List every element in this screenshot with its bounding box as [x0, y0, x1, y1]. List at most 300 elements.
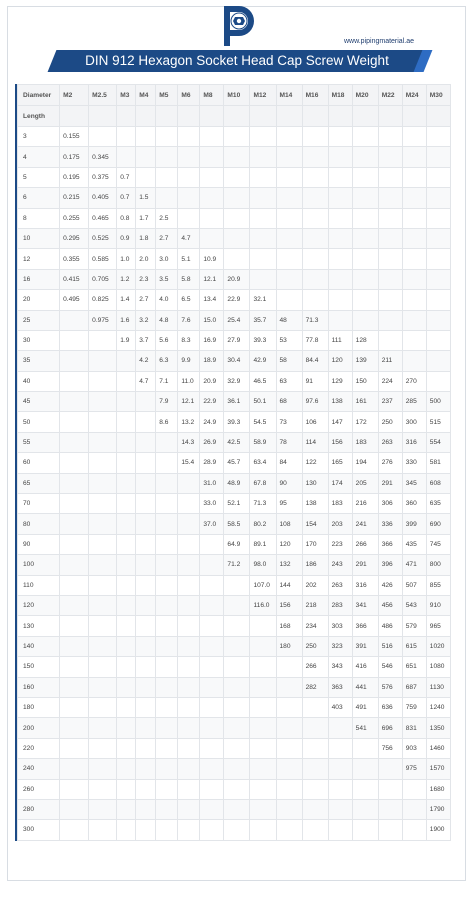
table-row [18, 208, 451, 228]
weight-cell: 4.7 [178, 228, 200, 248]
weight-cell [200, 228, 224, 248]
weight-cell: 13.2 [178, 412, 200, 432]
weight-cell: 491 [352, 697, 378, 717]
weight-cell [89, 534, 117, 554]
weight-cell [276, 718, 302, 738]
header-spacer-cell [276, 106, 302, 127]
weight-cell [117, 697, 136, 717]
weight-cell: 4.0 [156, 290, 178, 310]
weight-cell [276, 228, 302, 248]
weight-cell: 0.175 [60, 147, 89, 167]
weight-cell [89, 595, 117, 615]
weight-cell: 1900 [426, 820, 450, 840]
table-row [18, 636, 451, 656]
weight-cell [302, 290, 328, 310]
weight-cell: 48.9 [224, 473, 250, 493]
weight-cell: 0.495 [60, 290, 89, 310]
weight-cell: 7.6 [178, 310, 200, 330]
table-row [18, 371, 451, 391]
weight-cell: 14.3 [178, 432, 200, 452]
weight-cell [328, 167, 352, 187]
weight-cell [89, 677, 117, 697]
weight-cell [89, 575, 117, 595]
length-cell: 150 [18, 657, 60, 677]
weight-cell [200, 759, 224, 779]
weight-cell: 3.7 [136, 330, 156, 350]
weight-cell: 0.345 [89, 147, 117, 167]
weight-cell [136, 453, 156, 473]
weight-cell: 6.5 [178, 290, 200, 310]
weight-cell [136, 392, 156, 412]
weight-cell [178, 147, 200, 167]
weight-cell: 120 [276, 534, 302, 554]
weight-cell [402, 167, 426, 187]
weight-cell: 150 [352, 371, 378, 391]
weight-cell [402, 779, 426, 799]
weight-cell [117, 514, 136, 534]
weight-cell: 5.6 [156, 330, 178, 350]
weight-cell [60, 697, 89, 717]
table-row [18, 167, 451, 187]
weight-cell: 0.8 [117, 208, 136, 228]
weight-cell [250, 657, 276, 677]
weight-cell: 84.4 [302, 351, 328, 371]
weight-cell: 183 [352, 432, 378, 452]
weight-cell [250, 228, 276, 248]
column-header: M12 [250, 85, 276, 106]
table-row [18, 269, 451, 289]
weight-cell: 139 [352, 351, 378, 371]
length-cell: 100 [18, 555, 60, 575]
weight-cell [117, 127, 136, 147]
weight-cell: 690 [426, 514, 450, 534]
weight-cell [178, 738, 200, 758]
weight-cell: 224 [378, 371, 402, 391]
weight-cell [200, 147, 224, 167]
pipingmaterial-logo-icon [221, 4, 255, 48]
weight-cell [60, 392, 89, 412]
weight-cell [117, 147, 136, 167]
weight-cell [426, 228, 450, 248]
weight-cell: 435 [402, 534, 426, 554]
weight-cell: 129 [328, 371, 352, 391]
weight-cell: 1.0 [117, 249, 136, 269]
weight-cell [302, 188, 328, 208]
weight-cell [426, 147, 450, 167]
table-row [18, 657, 451, 677]
weight-cell: 172 [352, 412, 378, 432]
weight-cell [136, 779, 156, 799]
weight-cell [89, 555, 117, 575]
weight-cell [89, 738, 117, 758]
weight-cell [60, 412, 89, 432]
length-cell: 200 [18, 718, 60, 738]
weight-cell [352, 167, 378, 187]
weight-cell [250, 616, 276, 636]
weight-cell: 174 [328, 473, 352, 493]
weight-cell: 30.4 [224, 351, 250, 371]
weight-cell [136, 718, 156, 738]
weight-cell [378, 290, 402, 310]
column-header: M22 [378, 85, 402, 106]
weight-cell [328, 799, 352, 819]
weight-cell [426, 290, 450, 310]
length-cell: 3 [18, 127, 60, 147]
weight-cell: 58.5 [224, 514, 250, 534]
weight-cell [117, 657, 136, 677]
weight-cell: 194 [352, 453, 378, 473]
weight-cell: 291 [378, 473, 402, 493]
table-row [18, 820, 451, 840]
table-row [18, 677, 451, 697]
weight-cell: 32.1 [250, 290, 276, 310]
weight-cell [426, 351, 450, 371]
weight-cell [378, 188, 402, 208]
weight-cell [200, 208, 224, 228]
weight-cell: 0.195 [60, 167, 89, 187]
weight-cell: 122 [302, 453, 328, 473]
weight-cell: 975 [402, 759, 426, 779]
table-row [18, 534, 451, 554]
weight-cell [117, 392, 136, 412]
column-header: M8 [200, 85, 224, 106]
weight-cell [89, 371, 117, 391]
weight-cell [136, 697, 156, 717]
weight-cell: 203 [328, 514, 352, 534]
length-cell: 10 [18, 228, 60, 248]
weight-cell [156, 799, 178, 819]
weight-cell [378, 147, 402, 167]
header-spacer-cell [60, 106, 89, 127]
weight-cell [328, 188, 352, 208]
weight-cell: 13.4 [200, 290, 224, 310]
weight-cell: 165 [328, 453, 352, 473]
weight-cell: 22.9 [200, 392, 224, 412]
weight-cell [200, 167, 224, 187]
weight-cell [136, 412, 156, 432]
weight-cell: 63 [276, 371, 302, 391]
header-spacer-cell [328, 106, 352, 127]
weight-cell: 756 [378, 738, 402, 758]
weight-cell: 4.2 [136, 351, 156, 371]
weight-cell: 42.9 [250, 351, 276, 371]
weight-cell [117, 616, 136, 636]
weight-cell: 24.9 [200, 412, 224, 432]
weight-cell [250, 738, 276, 758]
column-header: M2.5 [89, 85, 117, 106]
weight-cell [352, 738, 378, 758]
weight-cell [276, 657, 302, 677]
length-cell: 260 [18, 779, 60, 799]
weight-cell: 507 [402, 575, 426, 595]
weight-cell [156, 595, 178, 615]
column-header: M18 [328, 85, 352, 106]
weight-cell: 0.375 [89, 167, 117, 187]
weight-cell [117, 534, 136, 554]
weight-cell [60, 759, 89, 779]
weight-cell [60, 432, 89, 452]
weight-cell [328, 290, 352, 310]
weight-cell [156, 147, 178, 167]
column-header: M10 [224, 85, 250, 106]
weight-cell: 168 [276, 616, 302, 636]
weight-cell: 50.1 [250, 392, 276, 412]
weight-cell [136, 473, 156, 493]
weight-cell [328, 147, 352, 167]
weight-cell [200, 555, 224, 575]
weight-cell [378, 799, 402, 819]
weight-cell: 416 [352, 657, 378, 677]
weight-cell [302, 820, 328, 840]
table-row [18, 514, 451, 534]
weight-cell: 1.4 [117, 290, 136, 310]
weight-cell [352, 249, 378, 269]
weight-cell [156, 820, 178, 840]
weight-cell [352, 228, 378, 248]
weight-cell [200, 779, 224, 799]
weight-cell: 2.0 [136, 249, 156, 269]
weight-cell [200, 718, 224, 738]
header-spacer-cell [352, 106, 378, 127]
weight-cell: 20.9 [224, 269, 250, 289]
weight-cell: 26.9 [200, 432, 224, 452]
weight-cell: 107.0 [250, 575, 276, 595]
weight-cell: 1020 [426, 636, 450, 656]
weight-cell [60, 310, 89, 330]
weight-cell [89, 657, 117, 677]
table-row [18, 759, 451, 779]
diameter-label: Diameter [18, 85, 60, 106]
weight-cell: 0.155 [60, 127, 89, 147]
weight-cell [402, 269, 426, 289]
weight-cell: 0.585 [89, 249, 117, 269]
weight-cell: 12.1 [200, 269, 224, 289]
weight-cell [178, 616, 200, 636]
weight-cell [276, 697, 302, 717]
weight-cell [328, 718, 352, 738]
weight-cell [60, 330, 89, 350]
weight-cell [224, 759, 250, 779]
page-title: DIN 912 Hexagon Socket Head Cap Screw Weight [85, 53, 389, 68]
weight-cell: 218 [302, 595, 328, 615]
weight-cell: 130 [302, 473, 328, 493]
weight-cell [276, 779, 302, 799]
weight-cell: 161 [352, 392, 378, 412]
weight-cell: 138 [302, 494, 328, 514]
weight-cell: 1.9 [117, 330, 136, 350]
weight-cell: 636 [378, 697, 402, 717]
weight-cell [302, 228, 328, 248]
column-header: M16 [302, 85, 328, 106]
weight-cell [156, 575, 178, 595]
length-cell: 40 [18, 371, 60, 391]
weight-cell [136, 759, 156, 779]
weight-cell [402, 290, 426, 310]
length-cell: 12 [18, 249, 60, 269]
weight-cell: 0.415 [60, 269, 89, 289]
weight-cell [136, 514, 156, 534]
weight-cell: 84 [276, 453, 302, 473]
weight-cell [156, 616, 178, 636]
weight-cell [276, 759, 302, 779]
weight-cell: 500 [426, 392, 450, 412]
length-cell: 65 [18, 473, 60, 493]
weight-cell [352, 820, 378, 840]
table-row [18, 595, 451, 615]
weight-cell: 360 [402, 494, 426, 514]
weight-cell: 0.9 [117, 228, 136, 248]
weight-cell: 3.2 [136, 310, 156, 330]
weight-cell [328, 127, 352, 147]
weight-cell: 108 [276, 514, 302, 534]
weight-cell: 53 [276, 330, 302, 350]
weight-cell: 5.8 [178, 269, 200, 289]
weight-cell [224, 779, 250, 799]
length-cell: 180 [18, 697, 60, 717]
weight-cell: 63.4 [250, 453, 276, 473]
weight-cell: 98.0 [250, 555, 276, 575]
weight-cell [117, 371, 136, 391]
weight-cell [352, 759, 378, 779]
length-cell: 25 [18, 310, 60, 330]
weight-cell: 80.2 [250, 514, 276, 534]
weight-cell [352, 310, 378, 330]
weight-cell [224, 718, 250, 738]
weight-cell [402, 351, 426, 371]
weight-cell [178, 779, 200, 799]
weight-cell: 144 [276, 575, 302, 595]
weight-cell [156, 167, 178, 187]
weight-cell: 89.1 [250, 534, 276, 554]
weight-cell [156, 759, 178, 779]
weight-cell: 276 [378, 453, 402, 473]
weight-cell [276, 677, 302, 697]
weight-cell [200, 188, 224, 208]
weight-cell [200, 677, 224, 697]
weight-cell: 1.6 [117, 310, 136, 330]
weight-cell [378, 759, 402, 779]
weight-cell: 910 [426, 595, 450, 615]
weight-cell: 456 [378, 595, 402, 615]
weight-cell [60, 534, 89, 554]
table-row [18, 473, 451, 493]
table-row [18, 718, 451, 738]
weight-cell [328, 759, 352, 779]
weight-cell: 10.9 [200, 249, 224, 269]
weight-cell [117, 494, 136, 514]
weight-cell [89, 636, 117, 656]
weight-cell: 0.215 [60, 188, 89, 208]
weight-cell [89, 759, 117, 779]
weight-cell [156, 555, 178, 575]
weight-cell [156, 494, 178, 514]
weight-cell: 651 [402, 657, 426, 677]
weight-cell: 0.705 [89, 269, 117, 289]
weight-cell [276, 188, 302, 208]
weight-cell: 106 [302, 412, 328, 432]
weight-cell: 282 [302, 677, 328, 697]
weight-cell: 0.525 [89, 228, 117, 248]
weight-cell [276, 249, 302, 269]
weight-cell [328, 820, 352, 840]
weight-cell: 25.4 [224, 310, 250, 330]
weight-cell [276, 290, 302, 310]
weight-cell: 0.255 [60, 208, 89, 228]
weight-cell: 696 [378, 718, 402, 738]
weight-cell [328, 738, 352, 758]
weight-cell: 300 [402, 412, 426, 432]
weight-cell [136, 494, 156, 514]
weight-cell [378, 208, 402, 228]
header-spacer-cell [426, 106, 450, 127]
weight-cell [352, 799, 378, 819]
weight-cell [224, 595, 250, 615]
weight-cell: 366 [378, 534, 402, 554]
weight-cell [89, 494, 117, 514]
weight-cell [178, 494, 200, 514]
weight-cell [178, 820, 200, 840]
table-row [18, 432, 451, 452]
weight-cell: 1790 [426, 799, 450, 819]
weight-cell [89, 616, 117, 636]
length-cell: 300 [18, 820, 60, 840]
weight-cell [178, 514, 200, 534]
weight-cell [250, 799, 276, 819]
weight-cell [117, 636, 136, 656]
header-spacer-cell [250, 106, 276, 127]
website-url[interactable]: www.pipingmaterial.ae [343, 38, 414, 45]
table-row [18, 697, 451, 717]
weight-cell [178, 759, 200, 779]
weight-cell [378, 269, 402, 289]
length-cell: 45 [18, 392, 60, 412]
weight-cell [426, 127, 450, 147]
weight-cell [178, 208, 200, 228]
weight-cell [178, 473, 200, 493]
length-cell: 70 [18, 494, 60, 514]
weight-cell: 341 [352, 595, 378, 615]
weight-cell [402, 249, 426, 269]
weight-cell: 745 [426, 534, 450, 554]
weight-cell: 37.0 [200, 514, 224, 534]
weight-cell [136, 738, 156, 758]
weight-cell [117, 575, 136, 595]
weight-cell [60, 473, 89, 493]
table-row [18, 575, 451, 595]
weight-cell [352, 127, 378, 147]
weight-cell: 90 [276, 473, 302, 493]
table-row [18, 310, 451, 330]
weight-cell [117, 453, 136, 473]
weight-cell: 147 [328, 412, 352, 432]
weight-table [17, 84, 451, 841]
weight-cell [352, 269, 378, 289]
weight-cell: 138 [328, 392, 352, 412]
column-header: M30 [426, 85, 450, 106]
weight-cell [136, 636, 156, 656]
table-row [18, 779, 451, 799]
weight-cell: 234 [302, 616, 328, 636]
weight-cell [178, 575, 200, 595]
weight-cell: 91 [302, 371, 328, 391]
length-cell: 30 [18, 330, 60, 350]
column-header: M14 [276, 85, 302, 106]
column-header: M5 [156, 85, 178, 106]
weight-cell: 54.5 [250, 412, 276, 432]
weight-cell: 516 [378, 636, 402, 656]
weight-cell [352, 208, 378, 228]
weight-cell [224, 147, 250, 167]
